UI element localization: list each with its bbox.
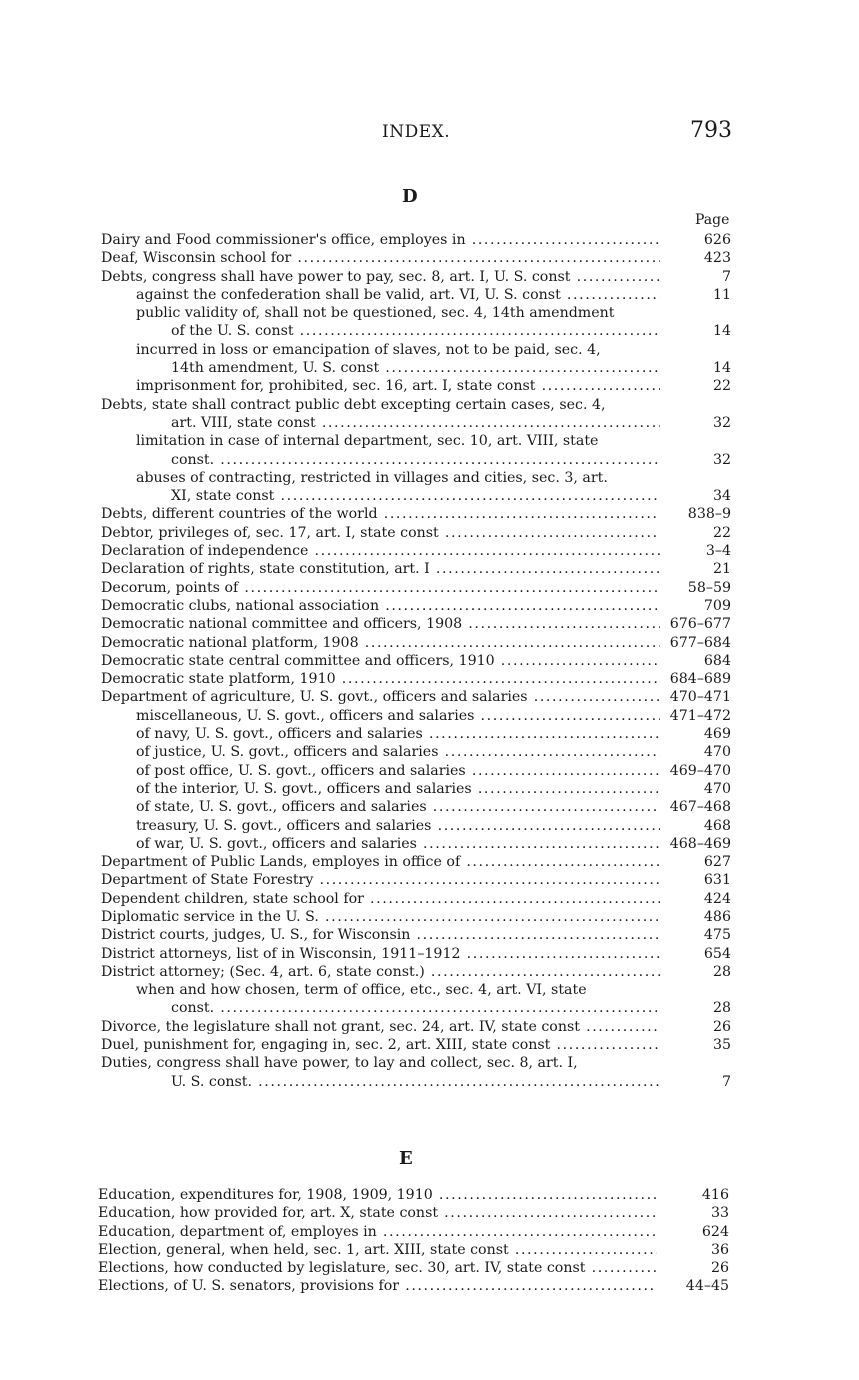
entry-text: 14th amendment, U. S. const ..... xyxy=(171,359,660,377)
index-entry xyxy=(0,615,859,633)
entry-page-number: 416 xyxy=(701,1187,729,1203)
index-entry xyxy=(0,1277,859,1295)
index-entry xyxy=(0,743,859,761)
entry-page-number: 475 xyxy=(703,927,731,944)
entry-page-number: 624 xyxy=(701,1223,729,1240)
index-entry xyxy=(0,1259,859,1277)
entry-text: Department of Public Lands, employes in office of ..... xyxy=(101,853,660,871)
entry-page-number: 468 xyxy=(703,817,731,834)
index-entry xyxy=(0,1223,859,1241)
entry-text: Democratic state platform, 1910 ..... xyxy=(101,670,660,688)
entry-text: const. ..... xyxy=(171,999,660,1017)
index-entry xyxy=(0,341,859,359)
index-entry xyxy=(0,268,859,286)
entry-text: Department of agriculture, U. S. govt., officers and salaries ..... xyxy=(101,688,660,706)
entry-page-number: 3–4 xyxy=(705,543,731,560)
index-entry xyxy=(0,762,859,780)
index-entry xyxy=(0,377,859,395)
index-entry xyxy=(0,817,859,835)
entry-text: Diplomatic service in the U. S. ..... xyxy=(101,908,660,926)
entry-text: District attorneys, list of in Wisconsin, 1911–1912 ..... xyxy=(101,945,660,963)
entry-text: XI, state const ..... xyxy=(171,487,660,505)
entry-page-number: 32 xyxy=(712,451,731,468)
entry-text: Duel, punishment for, engaging in, sec. 2, art. XIII, state const ..... xyxy=(101,1036,660,1054)
index-entry xyxy=(0,451,859,469)
entry-text: Decorum, points of ..... xyxy=(101,579,660,597)
index-entry xyxy=(0,798,859,816)
entry-page-number: 709 xyxy=(703,597,731,614)
index-entry xyxy=(0,414,859,432)
entry-page-number: 627 xyxy=(703,854,731,871)
entry-text: Debts, state shall contract public debt excepting certain cases, sec. 4, xyxy=(101,396,606,413)
index-entry xyxy=(0,1036,859,1054)
index-entry xyxy=(0,963,859,981)
index-entry xyxy=(0,1204,859,1222)
index-entry xyxy=(0,396,859,414)
running-title: INDEX. xyxy=(382,122,451,142)
entry-text: treasury, U. S. govt., officers and salaries ..... xyxy=(136,817,660,835)
section-letter-d: D xyxy=(402,186,418,207)
entry-text: Duties, congress shall have power, to lay and collect, sec. 8, art. I, xyxy=(101,1055,578,1072)
entry-text: of the U. S. const ..... xyxy=(171,322,660,340)
entry-page-number: 838–9 xyxy=(687,506,731,523)
entry-page-number: 14 xyxy=(712,360,731,377)
index-entry xyxy=(0,652,859,670)
index-entry xyxy=(0,981,859,999)
entry-page-number: 7 xyxy=(721,268,731,285)
entry-text: U. S. const. ..... xyxy=(171,1073,660,1091)
entry-page-number: 470–471 xyxy=(669,689,731,706)
entry-text: District courts, judges, U. S., for Wisconsin ..... xyxy=(101,926,660,944)
entry-text: Election, general, when held, sec. 1, art. XIII, state const ..... xyxy=(98,1241,657,1259)
entry-page-number: 467–468 xyxy=(669,799,731,816)
index-entry xyxy=(0,1018,859,1036)
index-entry xyxy=(0,432,859,450)
entry-page-number: 11 xyxy=(712,286,731,303)
entry-page-number: 486 xyxy=(703,908,731,925)
entry-text: const. ..... xyxy=(171,451,660,469)
entry-page-number: 28 xyxy=(712,1000,731,1017)
index-entry xyxy=(0,908,859,926)
entry-text: Democratic national platform, 1908 ..... xyxy=(101,634,660,652)
index-entry xyxy=(0,505,859,523)
entry-text: Debts, congress shall have power to pay, sec. 8, art. I, U. S. const ..... xyxy=(101,268,660,286)
entry-text: Education, how provided for, art. X, state const ..... xyxy=(98,1204,657,1222)
page-column-label: Page xyxy=(695,212,730,228)
entry-page-number: 26 xyxy=(710,1260,729,1277)
index-entry xyxy=(0,707,859,725)
entry-text: of justice, U. S. govt., officers and salaries ..... xyxy=(136,743,660,761)
entry-text: Declaration of independence ..... xyxy=(101,542,660,560)
index-entry xyxy=(0,1186,859,1204)
entry-page-number: 677–684 xyxy=(669,634,731,651)
entry-page-number: 44–45 xyxy=(685,1278,729,1295)
index-entry xyxy=(0,780,859,798)
entry-text: of post office, U. S. govt., officers and salaries ..... xyxy=(136,762,660,780)
entry-text: Democratic state central committee and officers, 1910 ..... xyxy=(101,652,660,670)
entry-text: Dependent children, state school for ..... xyxy=(101,890,660,908)
entry-page-number: 36 xyxy=(710,1241,729,1258)
entry-page-number: 21 xyxy=(712,561,731,578)
index-entry xyxy=(0,1054,859,1072)
entry-page-number: 34 xyxy=(712,488,731,505)
entry-page-number: 28 xyxy=(712,963,731,980)
entry-page-number: 684 xyxy=(703,652,731,669)
entry-text: Department of State Forestry ..... xyxy=(101,871,660,889)
index-entry xyxy=(0,670,859,688)
entry-text: of navy, U. S. govt., officers and salaries ..... xyxy=(136,725,660,743)
entry-text: Democratic clubs, national association ..... xyxy=(101,597,660,615)
entry-text: public validity of, shall not be questioned, sec. 4, 14th amendment xyxy=(136,305,615,322)
index-entry xyxy=(0,890,859,908)
entry-text: Elections, of U. S. senators, provisions for ..... xyxy=(98,1277,657,1295)
entry-text: Debts, different countries of the world ..... xyxy=(101,505,660,523)
entry-page-number: 469–470 xyxy=(669,762,731,779)
entry-page-number: 654 xyxy=(703,945,731,962)
entry-text: Deaf, Wisconsin school for ..... xyxy=(101,249,660,267)
entry-text: Divorce, the legislature shall not grant, sec. 24, art. IV, state const ..... xyxy=(101,1018,660,1036)
entry-text: limitation in case of internal department, sec. 10, art. VIII, state xyxy=(136,433,599,450)
entry-text: incurred in loss or emancipation of slaves, not to be paid, sec. 4, xyxy=(136,341,601,358)
index-entry xyxy=(0,304,859,322)
index-entry xyxy=(0,286,859,304)
index-entry xyxy=(0,579,859,597)
entry-text: Debtor, privileges of, sec. 17, art. I, state const ..... xyxy=(101,524,660,542)
entry-page-number: 684–689 xyxy=(669,671,731,688)
entry-page-number: 26 xyxy=(712,1018,731,1035)
entry-page-number: 631 xyxy=(703,872,731,889)
entry-text: Declaration of rights, state constitution, art. I ..... xyxy=(101,560,660,578)
index-entry xyxy=(0,524,859,542)
entry-text: abuses of contracting, restricted in villages and cities, sec. 3, art. xyxy=(136,469,608,486)
entry-text: when and how chosen, term of office, etc., sec. 4, art. VI, state xyxy=(136,982,587,999)
entry-text: art. VIII, state const ..... xyxy=(171,414,660,432)
entry-page-number: 468–469 xyxy=(669,835,731,852)
index-entry xyxy=(0,231,859,249)
entry-text: Education, department of, employes in ..... xyxy=(98,1223,657,1241)
page-header xyxy=(0,118,859,148)
index-entry xyxy=(0,871,859,889)
index-entry xyxy=(0,560,859,578)
index-entry xyxy=(0,1073,859,1091)
entry-text: Democratic national committee and officers, 1908 ..... xyxy=(101,615,660,633)
index-entry xyxy=(0,249,859,267)
entry-page-number: 470 xyxy=(703,780,731,797)
entry-page-number: 7 xyxy=(721,1073,731,1090)
page-number: 793 xyxy=(690,118,732,143)
entry-page-number: 424 xyxy=(703,890,731,907)
entry-page-number: 22 xyxy=(712,524,731,541)
section-letter-e: E xyxy=(399,1148,413,1169)
entry-page-number: 14 xyxy=(712,323,731,340)
index-entry xyxy=(0,542,859,560)
index-entry xyxy=(0,634,859,652)
entry-page-number: 58–59 xyxy=(687,579,731,596)
index-entry xyxy=(0,322,859,340)
entry-page-number: 35 xyxy=(712,1037,731,1054)
index-entry xyxy=(0,853,859,871)
index-entry xyxy=(0,359,859,377)
entry-text: of the interior, U. S. govt., officers and salaries ..... xyxy=(136,780,660,798)
entry-text: of war, U. S. govt., officers and salaries ..... xyxy=(136,835,660,853)
index-entry xyxy=(0,597,859,615)
entry-text: District attorney; (Sec. 4, art. 6, state const.) ..... xyxy=(101,963,660,981)
entry-page-number: 32 xyxy=(712,414,731,431)
entry-page-number: 423 xyxy=(703,250,731,267)
entry-page-number: 676–677 xyxy=(669,616,731,633)
entry-text: imprisonment for, prohibited, sec. 16, art. I, state const ..... xyxy=(136,377,660,395)
entry-text: Elections, how conducted by legislature, sec. 30, art. IV, state const ..... xyxy=(98,1259,657,1277)
index-entry xyxy=(0,1241,859,1259)
index-entry xyxy=(0,926,859,944)
entry-page-number: 22 xyxy=(712,378,731,395)
index-entry xyxy=(0,469,859,487)
entry-page-number: 626 xyxy=(703,232,731,248)
index-section-d xyxy=(0,231,859,1091)
index-section-e xyxy=(0,1186,859,1296)
entry-page-number: 470 xyxy=(703,744,731,761)
index-entry xyxy=(0,999,859,1017)
entry-text: Education, expenditures for, 1908, 1909, 1910 ..... xyxy=(98,1186,657,1204)
entry-text: Dairy and Food commissioner's office, employes in ..... xyxy=(101,231,660,249)
entry-page-number: 33 xyxy=(710,1205,729,1222)
entry-text: of state, U. S. govt., officers and salaries ..... xyxy=(136,798,660,816)
index-entry xyxy=(0,725,859,743)
entry-text: miscellaneous, U. S. govt., officers and salaries ..... xyxy=(136,707,660,725)
index-entry xyxy=(0,487,859,505)
entry-text: against the confederation shall be valid, art. VI, U. S. const ..... xyxy=(136,286,660,304)
index-entry xyxy=(0,688,859,706)
index-entry xyxy=(0,835,859,853)
entry-page-number: 471–472 xyxy=(669,707,731,724)
index-entry xyxy=(0,945,859,963)
entry-page-number: 469 xyxy=(703,726,731,743)
